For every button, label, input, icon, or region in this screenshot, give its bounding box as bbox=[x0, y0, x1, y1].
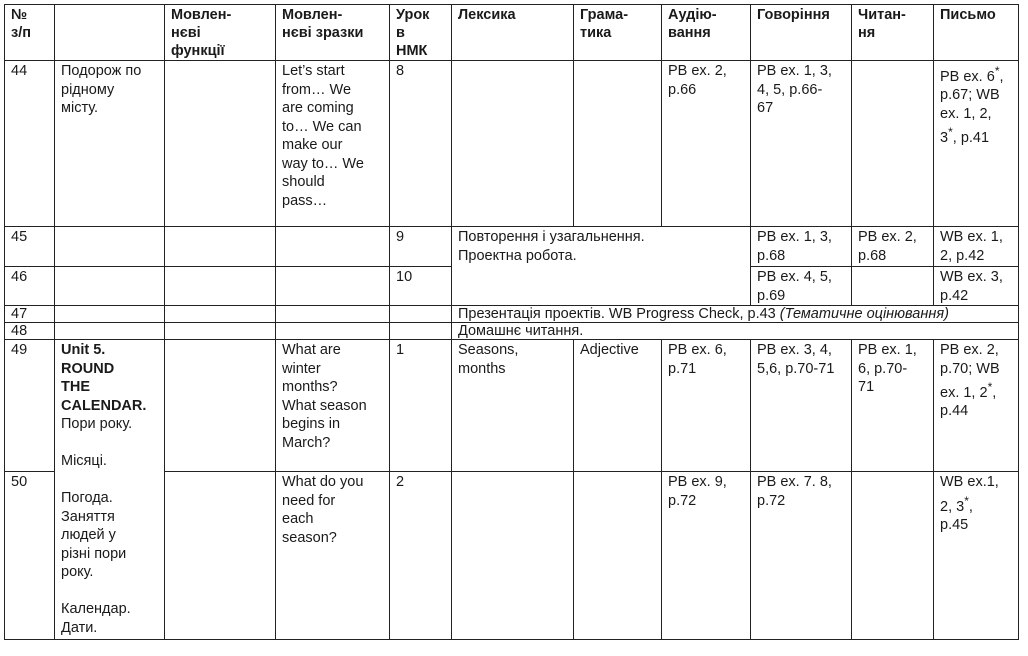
header-number: № з/п bbox=[5, 5, 55, 61]
cell-number: 48 bbox=[5, 323, 55, 340]
cell-topic bbox=[55, 306, 165, 323]
cell-number: 50 bbox=[5, 472, 55, 640]
cell-topic-unit5 bbox=[55, 340, 165, 640]
cell-functions bbox=[165, 61, 276, 227]
cell-reading: PB ex. 2, p.68 bbox=[852, 227, 934, 267]
cell-number: 46 bbox=[5, 267, 55, 306]
header-speech-functions: Мовлен- нєві функції bbox=[165, 5, 276, 61]
table-row bbox=[5, 323, 1019, 340]
cell-functions bbox=[165, 306, 276, 323]
cell-grammar bbox=[574, 61, 662, 227]
cell-functions bbox=[165, 227, 276, 267]
header-speech-samples: Мовлен- нєві зразки bbox=[276, 5, 390, 61]
table-row bbox=[5, 227, 1019, 267]
cell-reading: PB ex. 1, 6, p.70- 71 bbox=[852, 340, 934, 472]
cell-writing: WB ex. 1, 2, p.42 bbox=[934, 227, 1019, 267]
cell-lexis bbox=[452, 472, 574, 640]
header-speaking: Говоріння bbox=[751, 5, 852, 61]
cell-topic bbox=[55, 323, 165, 340]
cell-samples: What are winter months? What season begins in March? bbox=[276, 340, 390, 472]
cell-number: 44 bbox=[5, 61, 55, 227]
cell-speaking: PB ex. 3, 4, 5,6, p.70-71 bbox=[751, 340, 852, 472]
cell-number: 47 bbox=[5, 306, 55, 323]
cell-functions bbox=[165, 340, 276, 472]
header-reading: Читан- ня bbox=[852, 5, 934, 61]
cell-samples bbox=[276, 267, 390, 306]
unit-title: Unit 5. ROUND THE CALENDAR. bbox=[61, 342, 147, 414]
cell-topic bbox=[55, 267, 165, 306]
cell-listening: PB ex. 9, p.72 bbox=[662, 472, 751, 640]
cell-listening: PB ex. 6, p.71 bbox=[662, 340, 751, 472]
cell-lesson: 10 bbox=[390, 267, 452, 306]
cell-speaking: PB ex. 7. 8, p.72 bbox=[751, 472, 852, 640]
cell-lesson: 2 bbox=[390, 472, 452, 640]
curriculum-table bbox=[4, 4, 1019, 640]
header-listening: Аудію- вання bbox=[662, 5, 751, 61]
cell-writing: PB ex. 6*, p.67; WB ex. 1, 2, 3*, p.41 bbox=[934, 61, 1019, 227]
cell-samples bbox=[276, 306, 390, 323]
cell-writing: WB ex. 3, p.42 bbox=[934, 267, 1019, 306]
cell-samples: Let’s start from… We are coming to… We can make our way to… We should pass… bbox=[276, 61, 390, 227]
table-row bbox=[5, 306, 1019, 323]
cell-samples: What do you need for each season? bbox=[276, 472, 390, 640]
unit-topics: Пори року. Місяці. Погода. Заняття людей у різні пори року. Календар. Дати. bbox=[61, 416, 133, 636]
cell-project-presentation: Презентація проектів. WB Progress Check, p.43 (Тематичне оцінювання) bbox=[452, 306, 1019, 323]
header-topic bbox=[55, 5, 165, 61]
cell-grammar: Adjective bbox=[574, 340, 662, 472]
header-lesson: Урок в НМК bbox=[390, 5, 452, 61]
cell-lesson: 9 bbox=[390, 227, 452, 267]
cell-speaking: PB ex. 4, 5, p.69 bbox=[751, 267, 852, 306]
cell-functions bbox=[165, 267, 276, 306]
cell-home-reading: Домашнє читання. bbox=[452, 323, 1019, 340]
cell-listening: PB ex. 2, p.66 bbox=[662, 61, 751, 227]
cell-grammar bbox=[574, 472, 662, 640]
cell-number: 45 bbox=[5, 227, 55, 267]
table-row bbox=[5, 340, 1019, 472]
cell-lesson bbox=[390, 323, 452, 340]
header-grammar: Грама- тика bbox=[574, 5, 662, 61]
cell-reading bbox=[852, 267, 934, 306]
cell-speaking: PB ex. 1, 3, 4, 5, p.66- 67 bbox=[751, 61, 852, 227]
cell-review-project: Повторення і узагальнення. Проектна робота. bbox=[452, 227, 751, 306]
cell-topic bbox=[55, 227, 165, 267]
cell-lesson bbox=[390, 306, 452, 323]
cell-writing: PB ex. 2, p.70; WB ex. 1, 2*, p.44 bbox=[934, 340, 1019, 472]
cell-reading bbox=[852, 472, 934, 640]
cell-lesson: 8 bbox=[390, 61, 452, 227]
cell-lexis bbox=[452, 61, 574, 227]
cell-reading bbox=[852, 61, 934, 227]
header-row bbox=[5, 5, 1019, 61]
cell-topic: Подорож по рідному місту. bbox=[55, 61, 165, 227]
cell-speaking: PB ex. 1, 3, p.68 bbox=[751, 227, 852, 267]
cell-functions bbox=[165, 472, 276, 640]
cell-number: 49 bbox=[5, 340, 55, 472]
cell-lesson: 1 bbox=[390, 340, 452, 472]
header-lexis: Лексика bbox=[452, 5, 574, 61]
cell-functions bbox=[165, 323, 276, 340]
header-writing: Письмо bbox=[934, 5, 1019, 61]
cell-samples bbox=[276, 323, 390, 340]
cell-writing: WB ex.1, 2, 3*, p.45 bbox=[934, 472, 1019, 640]
cell-samples bbox=[276, 227, 390, 267]
table-row bbox=[5, 61, 1019, 227]
cell-lexis: Seasons, months bbox=[452, 340, 574, 472]
